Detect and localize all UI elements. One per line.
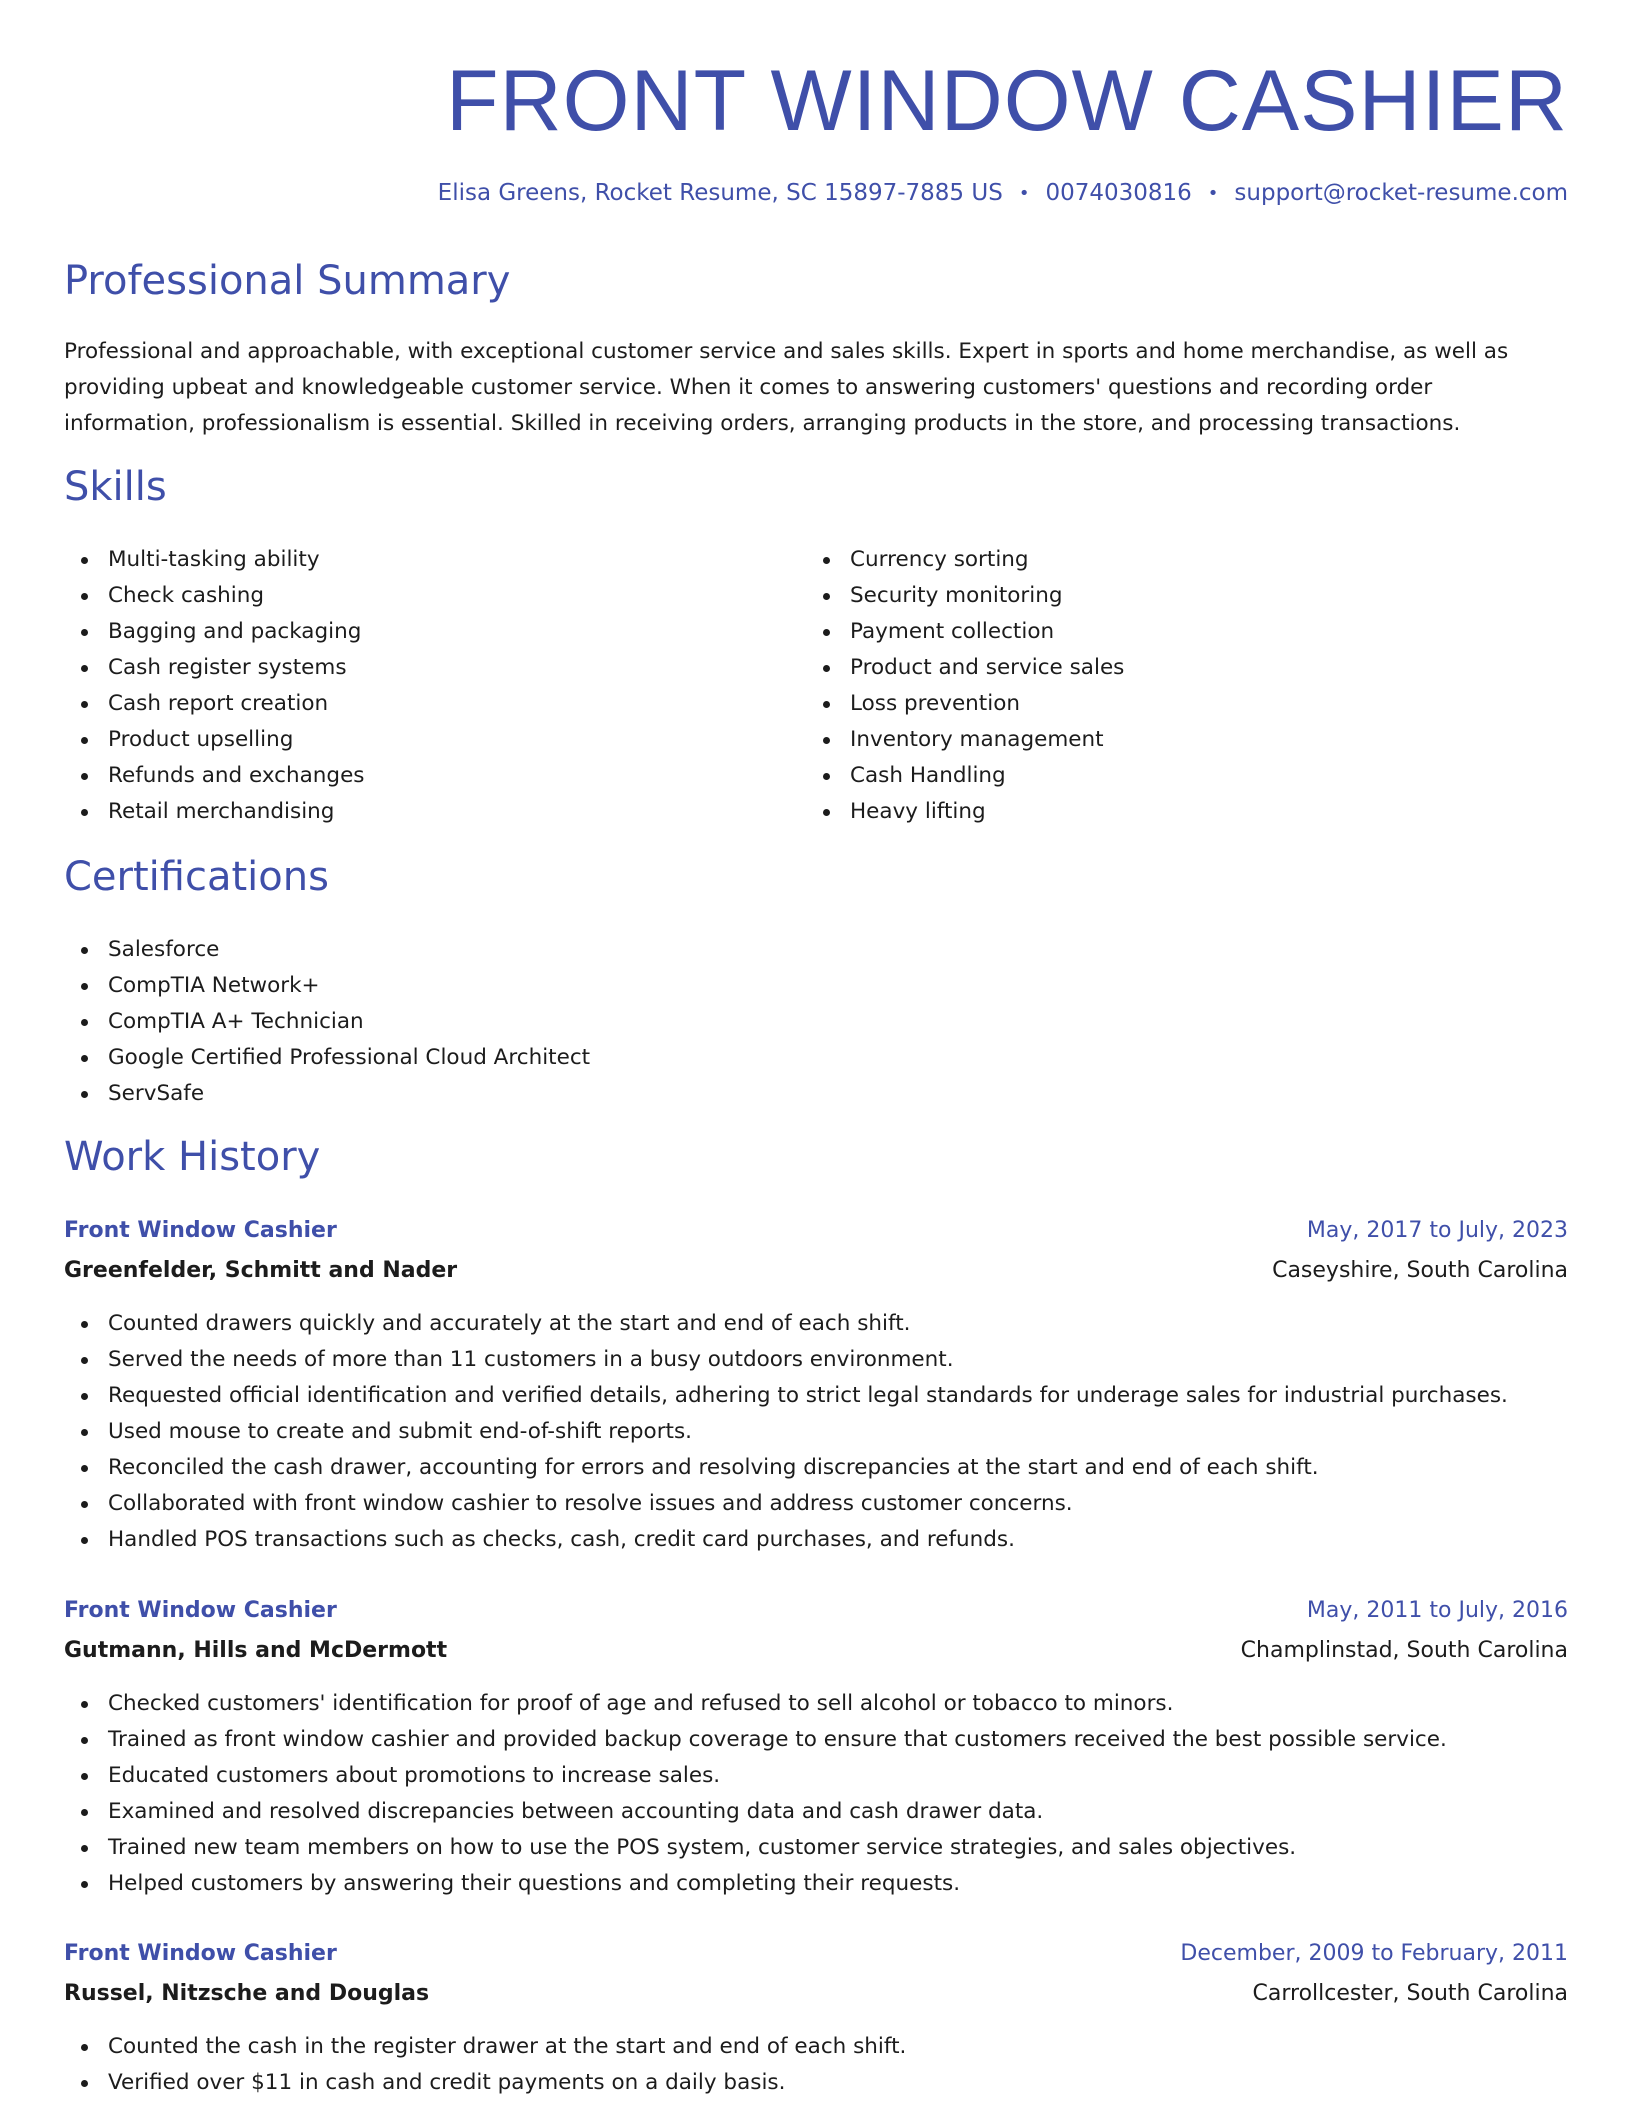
contact-line xyxy=(438,180,1568,206)
summary-text: Professional and approachable, with exceptional customer service and sales skills. Expert in sports and home merchandise, as well as providing upbeat and knowledgeable customer service. When it comes to answering customers' questions and recording order information, professionalism is essential. Skilled in receiving orders, arranging products in the store, and processing transactions. xyxy=(64,339,1509,436)
job-location: Carrollcester, South Carolina xyxy=(1252,1981,1568,2006)
job-header xyxy=(64,1934,1568,2014)
job-bullets xyxy=(64,1686,1447,1902)
job-company: Gutmann, Hills and McDermott xyxy=(64,1638,448,1663)
skills-list-left xyxy=(64,542,365,830)
job-bullet: Served the needs of more than 11 customers in a busy outdoors environment. xyxy=(64,1342,1508,1378)
certifications-heading: Certifications xyxy=(64,854,329,900)
contact-separator: • xyxy=(1018,182,1030,204)
contact-email[interactable]: support@rocket-resume.com xyxy=(1234,180,1568,206)
job-location: Caseyshire, South Carolina xyxy=(1272,1258,1568,1283)
job-location: Champlinstad, South Carolina xyxy=(1240,1638,1568,1663)
skill-item: Retail merchandising xyxy=(64,794,365,830)
skill-item: Refunds and exchanges xyxy=(64,758,365,794)
certification-item: Google Certified Professional Cloud Architect xyxy=(64,1040,590,1076)
skill-item: Check cashing xyxy=(64,578,365,614)
job-bullet: Trained as front window cashier and provided backup coverage to ensure that customers received the best possible service. xyxy=(64,1722,1447,1758)
job-bullet: Used mouse to create and submit end-of-shift reports. xyxy=(64,1414,1508,1450)
job-bullet: Reconciled the cash drawer, accounting for errors and resolving discrepancies at the start and end of each shift. xyxy=(64,1450,1508,1486)
certification-item: CompTIA A+ Technician xyxy=(64,1004,590,1040)
job-bullet: Examined and resolved discrepancies between accounting data and cash drawer data. xyxy=(64,1794,1447,1830)
skills-list-right xyxy=(806,542,1124,830)
job-dates: December, 2009 to February, 2011 xyxy=(1180,1941,1568,1966)
skill-item: Heavy lifting xyxy=(806,794,1124,830)
certification-item: Salesforce xyxy=(64,932,590,968)
job-bullet: Requested official identification and verified details, adhering to strict legal standards for underage sales for industrial purchases. xyxy=(64,1378,1508,1414)
job-bullet: Checked customers' identification for proof of age and refused to sell alcohol or tobacco to minors. xyxy=(64,1686,1447,1722)
skill-item: Currency sorting xyxy=(806,542,1124,578)
job-company: Russel, Nitzsche and Douglas xyxy=(64,1981,430,2006)
job-bullet: Handled POS transactions such as checks, cash, credit card purchases, and refunds. xyxy=(64,1522,1508,1558)
job-bullet: Counted the cash in the register drawer at the start and end of each shift. xyxy=(64,2029,906,2065)
skill-item: Cash Handling xyxy=(806,758,1124,794)
job-header xyxy=(64,1591,1568,1671)
contact-phone: 0074030816 xyxy=(1045,180,1192,206)
job-bullet: Helped customers by answering their questions and completing their requests. xyxy=(64,1866,1447,1902)
job-title: Front Window Cashier xyxy=(64,1598,337,1623)
job-bullets xyxy=(64,2029,906,2101)
skill-item: Bagging and packaging xyxy=(64,614,365,650)
skill-item: Cash register systems xyxy=(64,650,365,686)
job-bullets xyxy=(64,1306,1508,1558)
job-dates: May, 2017 to July, 2023 xyxy=(1306,1218,1568,1243)
skill-item: Inventory management xyxy=(806,722,1124,758)
skill-item: Product and service sales xyxy=(806,650,1124,686)
job-bullet: Verified over $11 in cash and credit payments on a daily basis. xyxy=(64,2065,906,2101)
skill-item: Multi-tasking ability xyxy=(64,542,365,578)
skill-item: Loss prevention xyxy=(806,686,1124,722)
skill-item: Product upselling xyxy=(64,722,365,758)
skill-item: Payment collection xyxy=(806,614,1124,650)
job-title: Front Window Cashier xyxy=(64,1941,337,1966)
contact-address: Elisa Greens, Rocket Resume, SC 15897-7885 US xyxy=(437,180,1003,206)
job-bullet: Counted drawers quickly and accurately at the start and end of each shift. xyxy=(64,1306,1508,1342)
job-company: Greenfelder, Schmitt and Nader xyxy=(64,1258,458,1283)
work-history-heading: Work History xyxy=(64,1134,321,1180)
skills-heading: Skills xyxy=(64,464,167,510)
resume-title: FRONT WINDOW CASHIER xyxy=(445,53,1568,149)
summary-heading: Professional Summary xyxy=(64,258,511,304)
skill-item: Security monitoring xyxy=(806,578,1124,614)
job-bullet: Educated customers about promotions to increase sales. xyxy=(64,1758,1447,1794)
contact-separator: • xyxy=(1207,182,1219,204)
job-bullet: Trained new team members on how to use the POS system, customer service strategies, and sales objectives. xyxy=(64,1830,1447,1866)
skill-item: Cash report creation xyxy=(64,686,365,722)
job-title: Front Window Cashier xyxy=(64,1218,337,1243)
certifications-list xyxy=(64,932,590,1112)
job-header xyxy=(64,1211,1568,1291)
job-dates: May, 2011 to July, 2016 xyxy=(1306,1598,1568,1623)
certification-item: ServSafe xyxy=(64,1076,590,1112)
certification-item: CompTIA Network+ xyxy=(64,968,590,1004)
job-bullet: Collaborated with front window cashier to resolve issues and address customer concerns. xyxy=(64,1486,1508,1522)
